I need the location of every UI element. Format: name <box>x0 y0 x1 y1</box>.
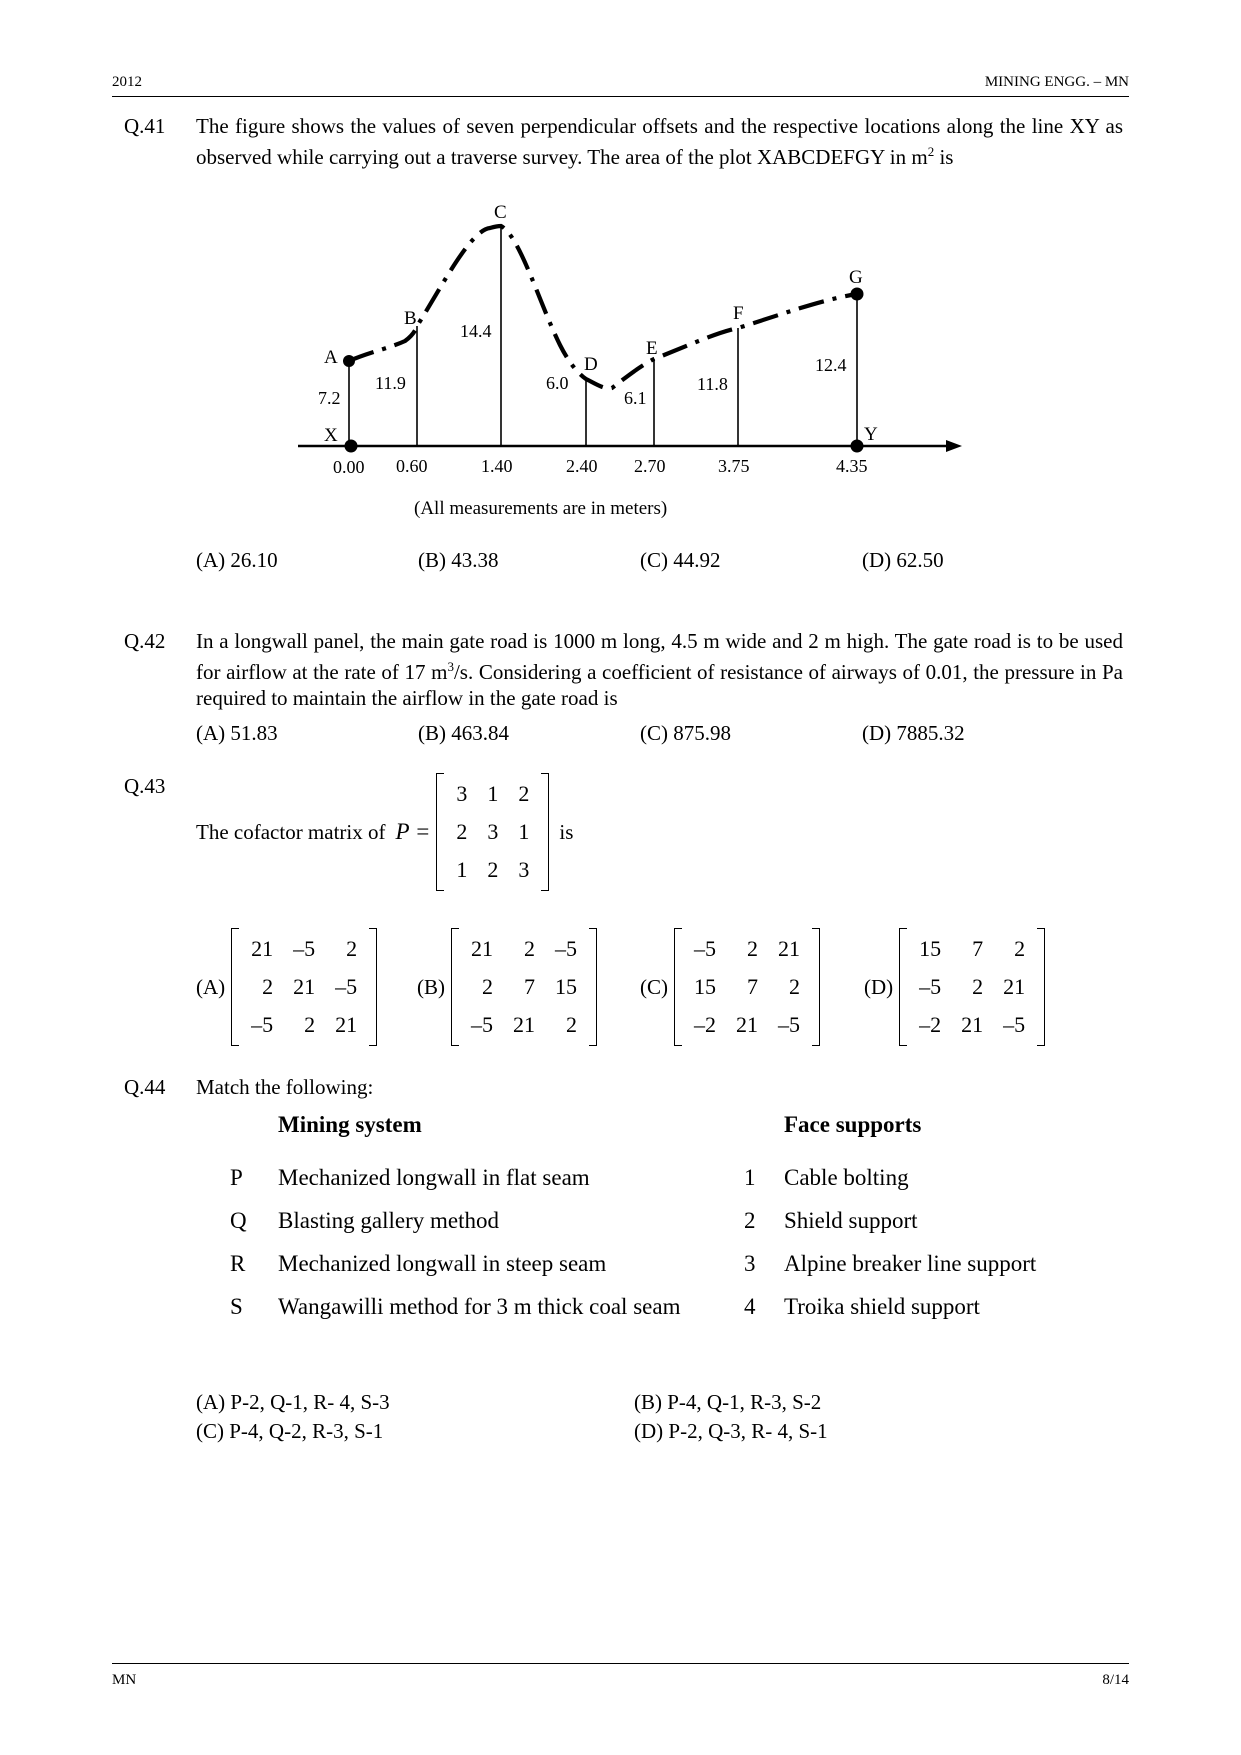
face-support: Cable bolting <box>784 1164 909 1190</box>
match-row <box>230 1199 1036 1242</box>
label-b: B <box>404 308 417 329</box>
matrix-cell: 2 <box>524 936 535 961</box>
match-row <box>230 1156 1036 1199</box>
offset-value-g: 12.4 <box>815 355 847 375</box>
matrix-cell: 21 <box>1003 974 1026 999</box>
matrix-cell: 2 <box>972 974 984 999</box>
matrix-cell: 1 <box>487 781 499 806</box>
matrix-cell: 7 <box>972 936 984 961</box>
match-key: R <box>230 1250 246 1276</box>
matrix-cell: –5 <box>778 1012 800 1037</box>
matrix-cell: 2 <box>566 1012 577 1037</box>
point-x-marker <box>345 440 358 453</box>
matrix-cell: 7 <box>524 974 535 999</box>
q43-option-b[interactable] <box>417 928 597 1046</box>
matrix-cell: –5 <box>1003 1012 1026 1037</box>
face-support: Shield support <box>784 1207 918 1233</box>
label-f: F <box>733 303 744 324</box>
option-d[interactable]: (D) P-2, Q-3, R- 4, S-1 <box>634 1419 828 1443</box>
matrix-cell: 2 <box>262 974 274 999</box>
question-42 <box>124 628 1123 708</box>
offset-value-d: 6.0 <box>546 373 569 393</box>
match-number: 4 <box>744 1293 756 1319</box>
option-c[interactable]: (C) 875.98 <box>640 721 731 745</box>
point-a-marker <box>343 355 355 367</box>
matrix-cell: 21 <box>736 1012 758 1037</box>
offset-value-a: 7.2 <box>318 388 341 408</box>
match-key: P <box>230 1164 243 1190</box>
chainage-d: 2.40 <box>566 456 598 476</box>
option-c[interactable]: (C) P-4, Q-2, R-3, S-1 <box>196 1419 384 1443</box>
matrix-cell: 3 <box>456 781 468 806</box>
question-text: In a longwall panel, the main gate road is 1000 m long, 4.5 m wide and 2 m high. The gate road is to be used for airflow at the rate of 17 $m^3/s$. Considering a coefficient of resistance of airways of 0.01, the pressure in Pa required to maintain the airflow in the gate road is <box>196 629 1123 710</box>
matrix-cell: 21 <box>471 936 493 961</box>
match-row <box>230 1285 1036 1328</box>
point-g-marker <box>851 288 864 301</box>
option-b[interactable]: (B) 43.38 <box>418 548 499 572</box>
stem-variable: P = <box>395 819 431 844</box>
question-number: Q.41 <box>124 114 166 138</box>
mining-system: Mechanized longwall in steep seam <box>278 1250 607 1276</box>
matrix-cell: 21 <box>251 936 274 961</box>
matrix-cell: –2 <box>694 1012 716 1037</box>
matrix-cell: 2 <box>1014 936 1026 961</box>
offset-value-e: 6.1 <box>624 388 647 408</box>
chainage-b: 0.60 <box>396 456 428 476</box>
match-number: 2 <box>744 1207 756 1233</box>
option-label: (D) <box>864 974 894 999</box>
question-number: Q.43 <box>124 774 166 798</box>
option-label: (A) <box>196 974 226 999</box>
matrix-cell: 2 <box>487 857 499 882</box>
option-matrix <box>451 928 597 1046</box>
matrix-cell: –5 <box>555 936 577 961</box>
measurement-note: (All measurements are in meters) <box>414 498 668 519</box>
option-matrix <box>231 928 377 1046</box>
label-e: E <box>646 338 658 359</box>
matrix-cell: 2 <box>747 936 758 961</box>
matrix-p <box>436 773 549 891</box>
matrix-cell: 21 <box>293 974 316 999</box>
option-a[interactable]: (A) 51.83 <box>196 721 278 745</box>
option-d[interactable]: (D) 7885.32 <box>862 721 965 745</box>
option-label: (C) <box>640 974 668 999</box>
header-year: 2012 <box>112 74 142 90</box>
match-number: 1 <box>744 1164 756 1190</box>
chainage-a: 0.00 <box>333 457 365 477</box>
stem-suffix: is <box>559 819 574 844</box>
matrix-cell: 21 <box>335 1012 358 1037</box>
q43-option-a[interactable] <box>196 928 377 1046</box>
matrix-cell: 3 <box>518 857 530 882</box>
mining-system: Mechanized longwall in flat seam <box>278 1164 590 1190</box>
matrix-cell: 21 <box>513 1012 535 1037</box>
chainage-f: 3.75 <box>718 456 750 476</box>
label-x: X <box>324 425 338 446</box>
matrix-cell: 7 <box>747 974 758 999</box>
question-text: The figure shows the values of seven perpendicular offsets and the respective locations along the line XY as observed while carrying out a traverse survey. The area of the plot XABCDEFGY in $m^2$ is <box>196 114 1123 169</box>
question-44 <box>124 1074 1123 1104</box>
chainage-g: 4.35 <box>836 456 868 476</box>
matrix-cell: 21 <box>961 1012 984 1037</box>
face-support: Troika shield support <box>784 1293 980 1319</box>
option-a[interactable]: (A) P-2, Q-1, R- 4, S-3 <box>196 1390 390 1414</box>
option-a[interactable]: (A) 26.10 <box>196 548 278 572</box>
matrix-cell: –5 <box>251 1012 274 1037</box>
match-row <box>230 1242 1036 1285</box>
col2-header: Face supports <box>784 1112 922 1137</box>
matrix-cell: 1 <box>518 819 530 844</box>
matrix-cell: 2 <box>346 936 358 961</box>
match-key: S <box>230 1293 243 1319</box>
matrix-cell: 15 <box>555 974 577 999</box>
matrix-cell: 2 <box>304 1012 316 1037</box>
matrix-cell: 2 <box>789 974 800 999</box>
question-number: Q.44 <box>124 1075 166 1099</box>
offset-value-b: 11.9 <box>375 373 406 393</box>
matrix-cell: –5 <box>919 974 942 999</box>
q43-stem <box>196 773 573 891</box>
option-matrix <box>899 928 1045 1046</box>
option-c[interactable]: (C) 44.92 <box>640 548 721 572</box>
label-d: D <box>584 354 598 375</box>
offset-figure <box>0 190 1241 520</box>
option-d[interactable]: (D) 62.50 <box>862 548 944 572</box>
page-footer <box>112 1663 1129 1688</box>
option-matrix <box>674 928 820 1046</box>
point-y-marker <box>851 440 864 453</box>
match-number: 3 <box>744 1250 756 1276</box>
matrix-cell: –5 <box>471 1012 493 1037</box>
chainage-c: 1.40 <box>481 456 513 476</box>
boundary-curve <box>349 226 857 388</box>
matrix-cell: 2 <box>456 819 468 844</box>
stem-prefix: The cofactor matrix of <box>196 819 386 844</box>
option-b[interactable]: (B) P-4, Q-1, R-3, S-2 <box>634 1390 822 1414</box>
chainage-e: 2.70 <box>634 456 666 476</box>
offset-value-f: 11.8 <box>697 374 728 394</box>
matrix-cell: 2 <box>518 781 530 806</box>
matrix-cell: 15 <box>919 936 942 961</box>
q43-option-d[interactable] <box>864 928 1045 1046</box>
header-paper: MINING ENGG. – MN <box>984 74 1129 90</box>
matrix-cell: –5 <box>293 936 316 961</box>
col1-header: Mining system <box>278 1112 422 1137</box>
matrix-cell: 21 <box>778 936 800 961</box>
matrix-cell: –2 <box>919 1012 942 1037</box>
matrix-cell: –5 <box>335 974 358 999</box>
page-header <box>112 74 1129 97</box>
label-c: C <box>494 202 507 223</box>
mining-system: Blasting gallery method <box>278 1207 500 1233</box>
label-a: A <box>324 347 338 368</box>
question-41 <box>124 113 1123 173</box>
q43-option-c[interactable] <box>640 928 820 1046</box>
axis-arrow-icon <box>946 440 962 452</box>
match-table <box>230 1110 1036 1328</box>
option-label: (B) <box>417 974 445 999</box>
question-text: Match the following: <box>196 1075 374 1099</box>
face-support: Alpine breaker line support <box>784 1250 1037 1276</box>
label-y: Y <box>864 424 878 445</box>
offset-value-c: 14.4 <box>460 321 492 341</box>
matrix-cell: –5 <box>694 936 716 961</box>
matrix-cell: 2 <box>482 974 493 999</box>
matrix-cell: 3 <box>487 819 499 844</box>
page-number: 8/14 <box>1102 1672 1129 1688</box>
match-key: Q <box>230 1207 247 1233</box>
mining-system: Wangawilli method for 3 m thick coal seam <box>278 1293 681 1319</box>
footer-code: MN <box>112 1672 137 1688</box>
question-number: Q.42 <box>124 629 166 653</box>
option-b[interactable]: (B) 463.84 <box>418 721 509 745</box>
matrix-cell: 15 <box>694 974 716 999</box>
matrix-cell: 1 <box>456 857 468 882</box>
label-g: G <box>849 267 863 288</box>
